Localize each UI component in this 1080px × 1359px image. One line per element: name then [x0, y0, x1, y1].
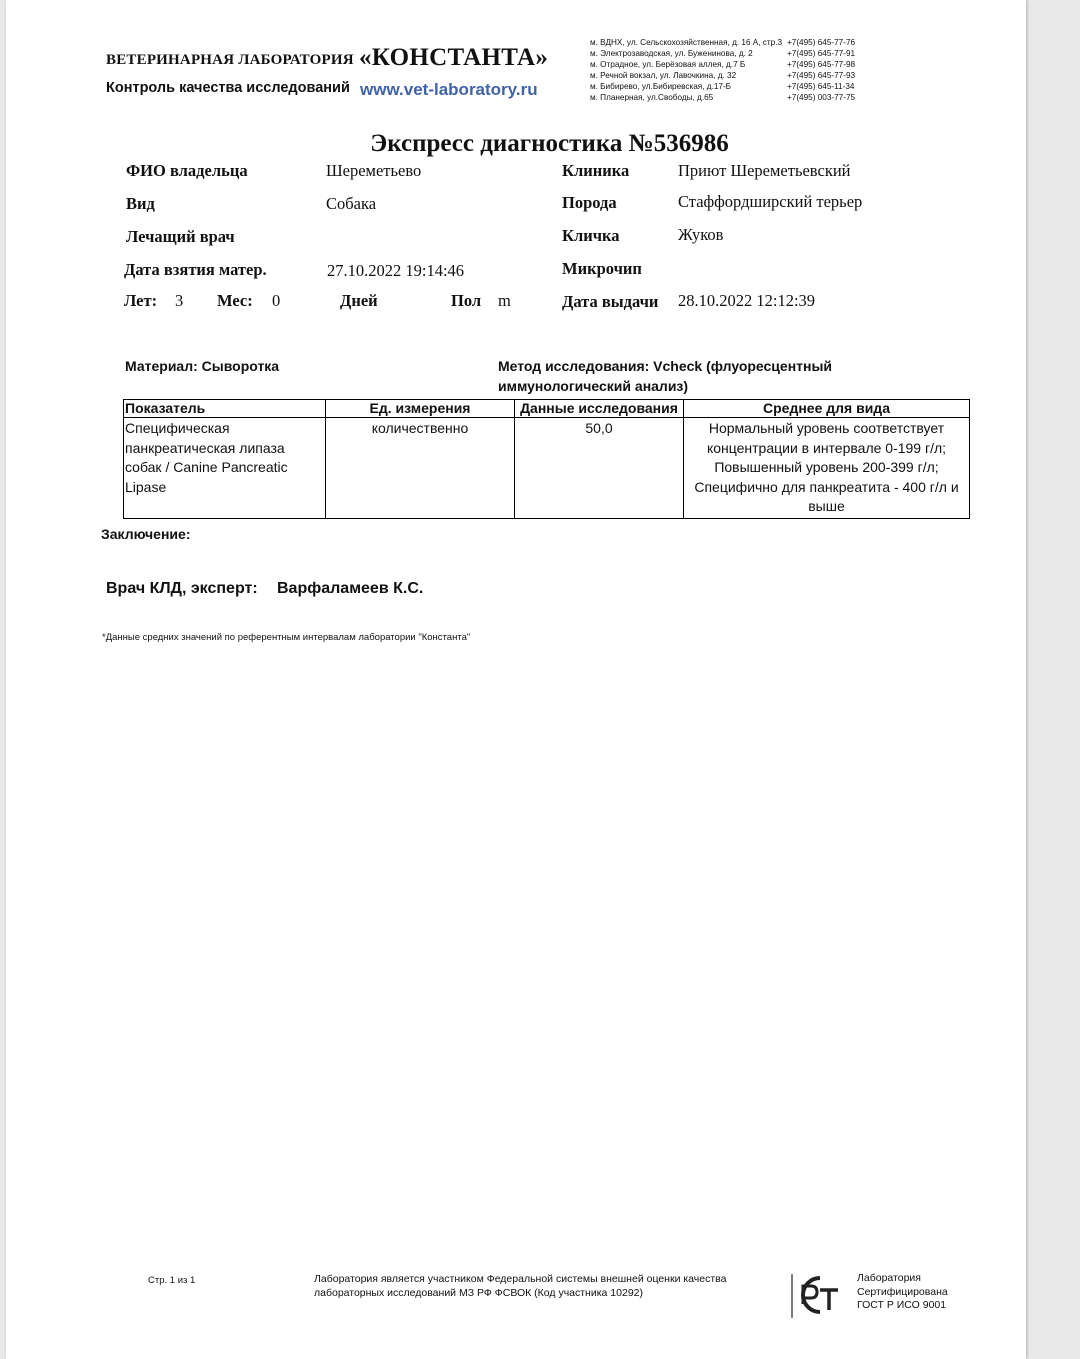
branch-phone: +7(495) 645-77-93 — [787, 71, 856, 80]
column-header-value: Данные исследования — [515, 400, 684, 418]
issue-date-value: 28.10.2022 12:12:39 — [678, 291, 816, 310]
sample-date-label: Дата взятия матер. — [124, 260, 267, 279]
years-label: Лет: — [124, 291, 158, 310]
years-value: 3 — [175, 291, 184, 310]
owner-label: ФИО владельца — [126, 161, 248, 180]
attending-doctor-label: Лечащий врач — [126, 227, 235, 246]
material: Материал: Сыворотка — [125, 358, 280, 374]
document-page — [6, 0, 1026, 1359]
branch-phone: +7(495) 003-77-75 — [787, 93, 856, 102]
lab-tagline: Контроль качества исследований — [106, 80, 350, 96]
branch-phone: +7(495) 645-77-91 — [787, 49, 856, 58]
table-header-row — [124, 400, 970, 418]
months-value: 0 — [272, 291, 281, 310]
breed-label: Порода — [562, 193, 617, 212]
species-label: Вид — [126, 194, 155, 213]
results-table — [123, 399, 970, 519]
branch-address: м. Планерная, ул.Свободы, д.65 — [590, 93, 714, 102]
column-header-indicator: Показатель — [124, 400, 326, 418]
breed-value: Стаффордширский терьер — [678, 192, 863, 211]
issue-date-label: Дата выдачи — [562, 292, 659, 311]
branch-addresses — [590, 37, 782, 103]
species-value: Собака — [326, 194, 377, 213]
clinic-label: Клиника — [562, 161, 630, 180]
column-header-unit: Ед. измерения — [326, 400, 515, 418]
branch-address: м. Отрадное, ул. Берёзовая аллея, д.7 Б — [590, 60, 746, 69]
unit-cell: количественно — [326, 418, 515, 519]
signature-label: Врач КЛД, эксперт: — [106, 580, 258, 597]
method-line-1: Метод исследования: Vcheck (флуоресцентный — [498, 358, 833, 374]
rst-certification-logo-icon — [790, 1270, 850, 1320]
owner-value: Шереметьево — [326, 161, 422, 180]
branch-address: м. Бибирево, ул.Бибиревская, д.17-Б — [590, 82, 732, 91]
method-line-2: иммунологический анализ) — [498, 378, 689, 394]
footnote: *Данные средних значений по референтным интервалам лаборатории "Константа" — [102, 632, 471, 643]
months-label: Мес: — [217, 291, 253, 310]
lab-name: ВЕТЕРИНАРНАЯ ЛАБОРАТОРИЯ — [106, 52, 354, 68]
sex-value: m — [498, 291, 511, 310]
document-title: Экспресс диагностика №536986 — [370, 130, 729, 157]
fsvok-note — [314, 1272, 726, 1300]
signature-name: Варфаламеев К.С. — [277, 580, 424, 597]
branch-phones — [787, 37, 855, 103]
page-number: Стр. 1 из 1 — [148, 1275, 196, 1286]
days-label: Дней — [340, 291, 378, 310]
table-row — [124, 418, 970, 519]
cert-line: Лаборатория — [857, 1272, 921, 1284]
fsvok-line: Лаборатория является участником Федеральной системы внешней оценки качества — [314, 1273, 727, 1285]
fsvok-line: лабораторных исследований МЗ РФ ФСВОК (Код участника 10292) — [314, 1287, 644, 1299]
reference-cell: Нормальный уровень соответствует концентрации в интервале 0-199 г/л; Повышенный уровень 200-399 г/л; Специфично для панкреатита - 400 г/л и выше — [684, 418, 970, 519]
branch-address: м. Электрозаводская, ул. Буженинова, д. 2 — [590, 49, 753, 58]
indicator-cell: Специфическая панкреатическая липаза собак / Canine Pancreatic Lipase — [124, 418, 326, 519]
certification-text — [857, 1272, 948, 1313]
column-header-reference: Среднее для вида — [684, 400, 970, 418]
pet-name-value: Жуков — [678, 225, 724, 244]
branch-address: м. Речной вокзал, ул. Лавочкина, д. 32 — [590, 71, 737, 80]
cert-line: ГОСТ Р ИСО 9001 — [857, 1299, 947, 1311]
pet-name-label: Кличка — [562, 226, 620, 245]
sample-date-value: 27.10.2022 19:14:46 — [327, 261, 465, 280]
sex-label: Пол — [451, 291, 482, 310]
branch-phone: +7(495) 645-11-34 — [787, 82, 855, 91]
clinic-value: Приют Шереметьевский — [678, 161, 851, 180]
lab-brand: «КОНСТАНТА» — [359, 44, 549, 71]
conclusion-label: Заключение: — [101, 526, 191, 542]
value-cell: 50,0 — [515, 418, 684, 519]
microchip-label: Микрочип — [562, 259, 642, 278]
cert-line: Сертифицирована — [857, 1285, 948, 1298]
lab-website-link[interactable]: www.vet-laboratory.ru — [360, 80, 538, 99]
branch-phone: +7(495) 645-77-76 — [787, 38, 856, 47]
branch-address: м. ВДНХ, ул. Сельскохозяйственная, д. 16 А, стр.3 — [590, 38, 783, 47]
branch-phone: +7(495) 645-77-98 — [787, 60, 856, 69]
